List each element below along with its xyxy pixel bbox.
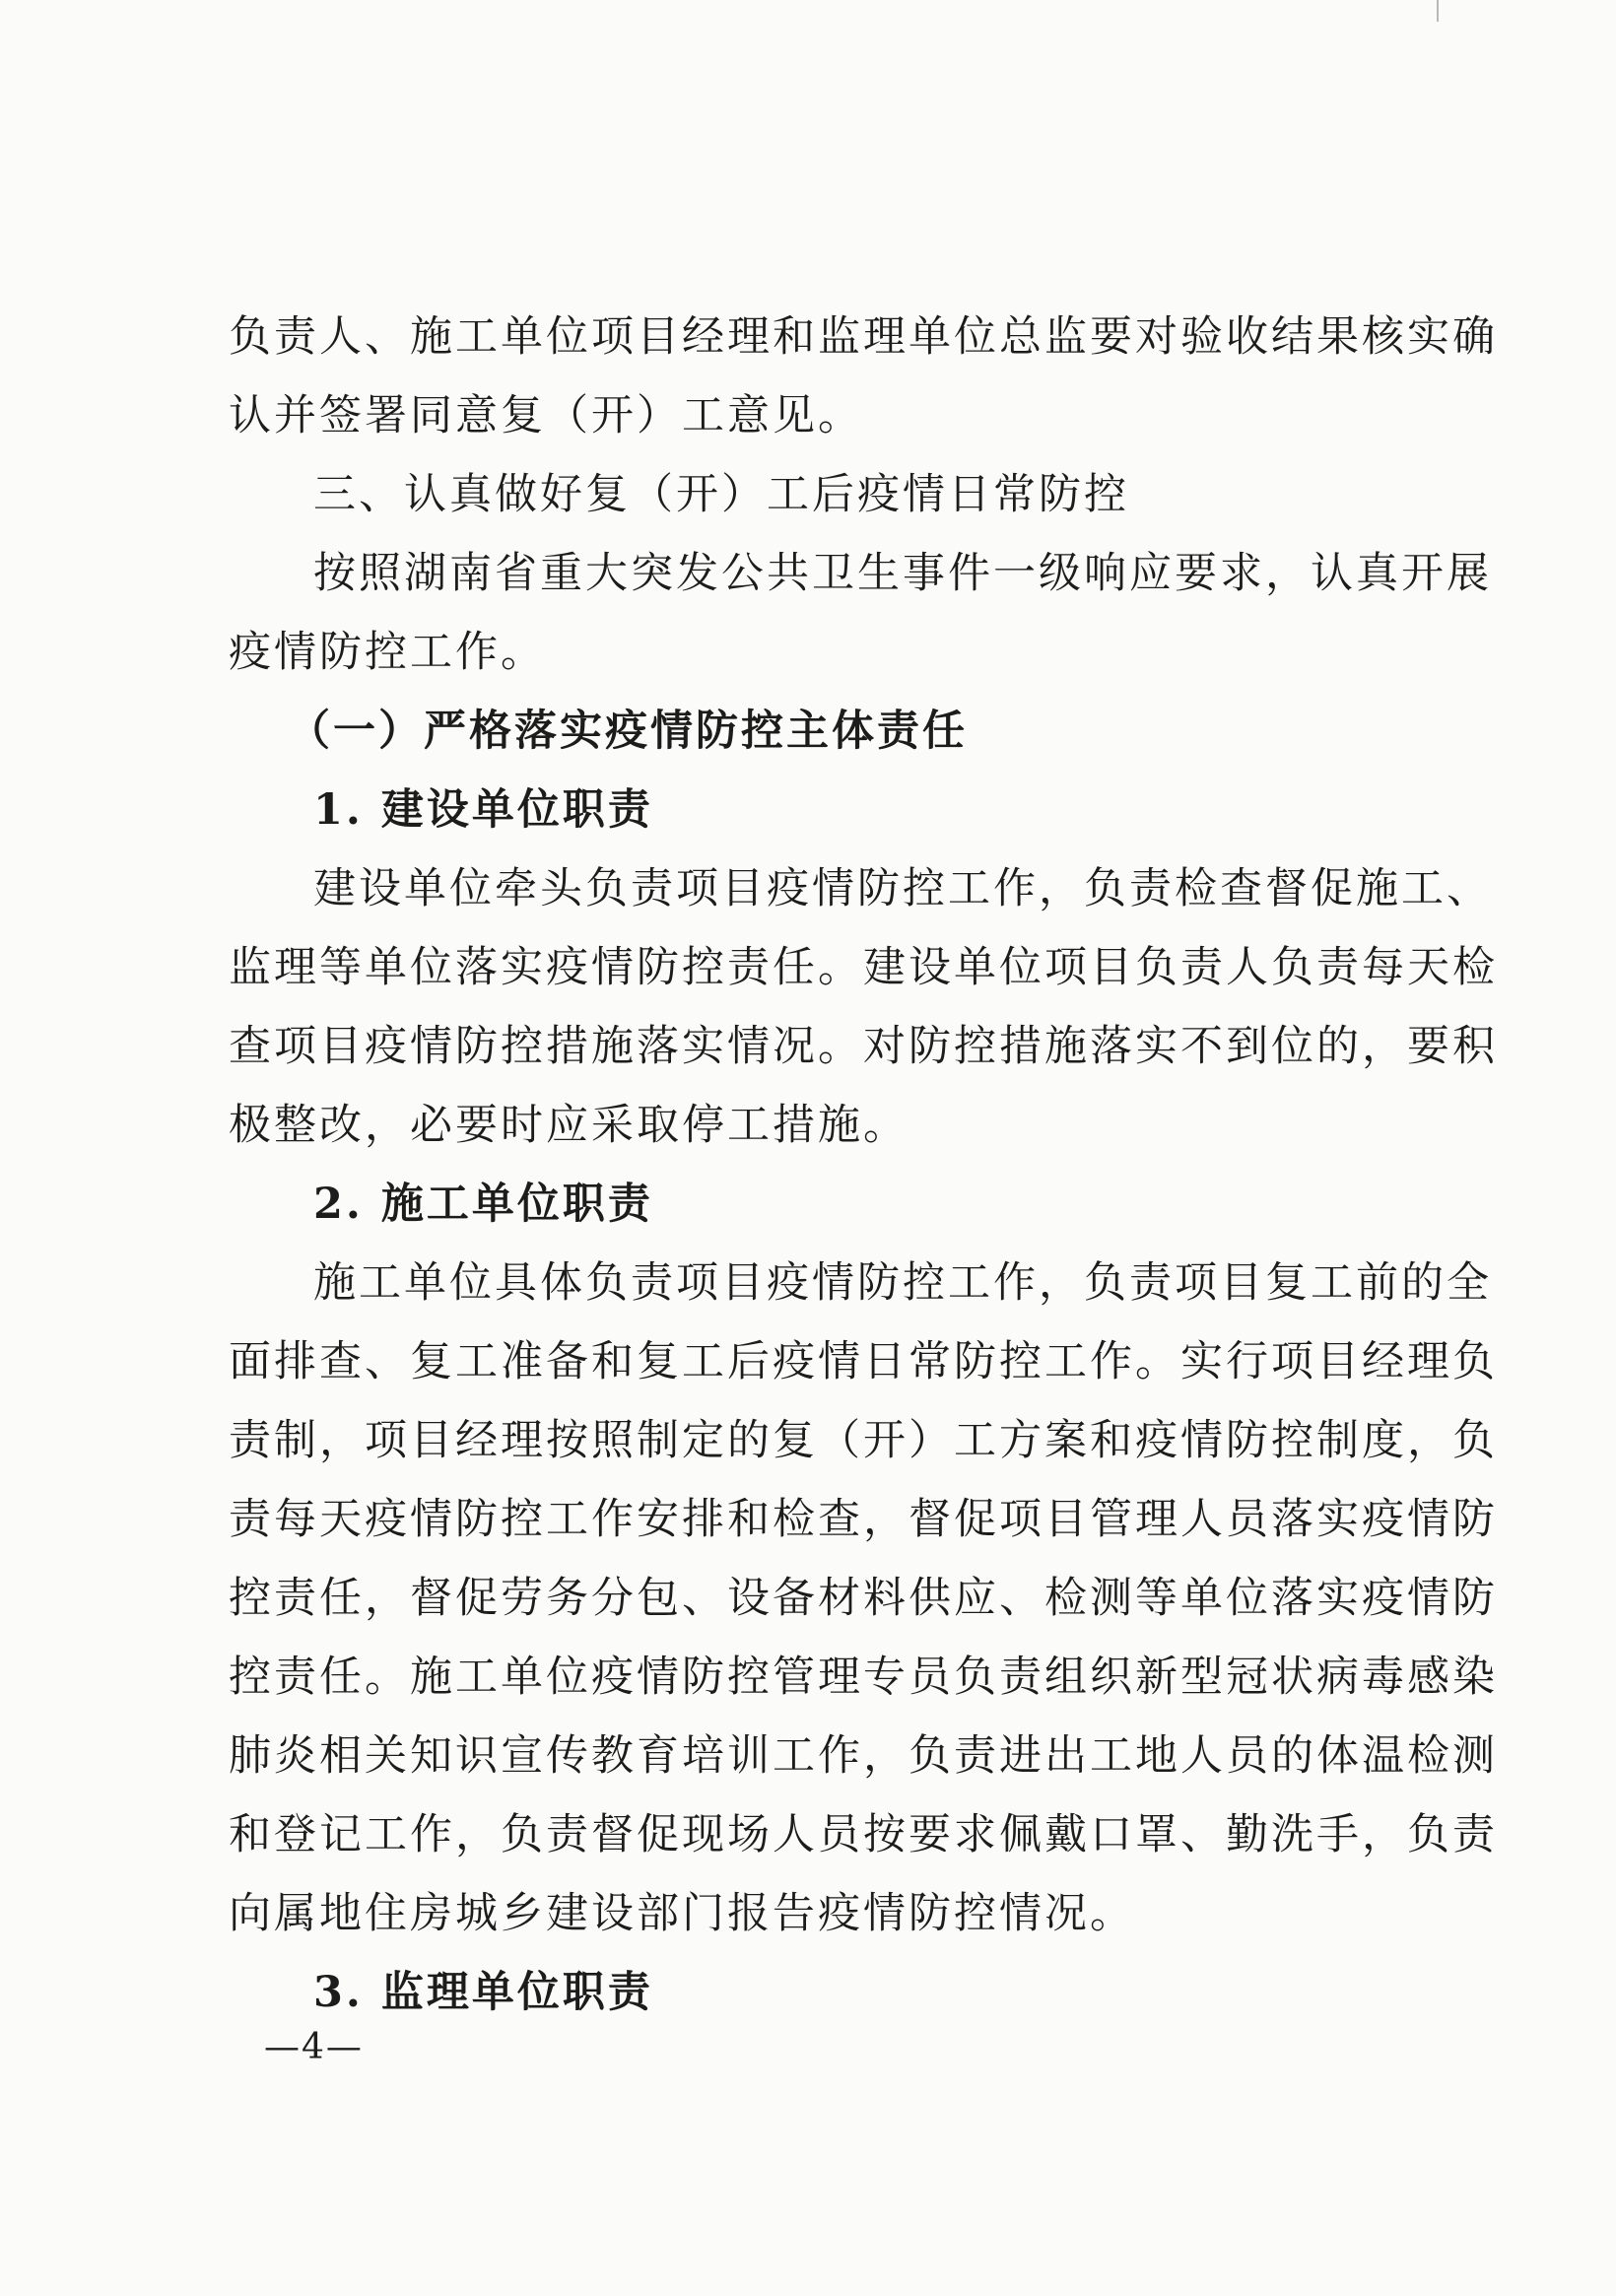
paragraph-line: 监理等单位落实疫情防控责任。建设单位项目负责人负责每天检 xyxy=(229,943,1498,992)
subsection-heading: （一）严格落实疫情防控主体责任 xyxy=(288,707,968,756)
paragraph-line: 认并签署同意复（开）工意见。 xyxy=(229,391,863,440)
scan-edge-mark xyxy=(1437,0,1439,22)
paragraph-line: 责每天疫情防控工作安排和检查，督促项目管理人员落实疫情防 xyxy=(229,1495,1498,1544)
document-body xyxy=(229,298,1498,2032)
page-number: —4— xyxy=(264,2027,364,2067)
item-heading-3: 3. 监理单位职责 xyxy=(313,1968,653,2017)
paragraph-line: 极整改，必要时应采取停工措施。 xyxy=(229,1101,909,1150)
section-heading: 三、认真做好复（开）工后疫情日常防控 xyxy=(313,470,1129,519)
paragraph-line: 责制，项目经理按照制定的复（开）工方案和疫情防控制度，负 xyxy=(229,1416,1498,1465)
paragraph-line: 和登记工作，负责督促现场人员按要求佩戴口罩、勤洗手，负责 xyxy=(229,1810,1498,1859)
item-heading-1: 1. 建设单位职责 xyxy=(313,785,653,835)
paragraph-line: 控责任，督促劳务分包、设备材料供应、检测等单位落实疫情防 xyxy=(229,1574,1498,1623)
paragraph-line: 建设单位牵头负责项目疫情防控工作，负责检查督促施工、 xyxy=(313,864,1492,913)
paragraph-line: 面排查、复工准备和复工后疫情日常防控工作。实行项目经理负 xyxy=(229,1337,1498,1386)
item-heading-2: 2. 施工单位职责 xyxy=(313,1180,653,1229)
paragraph-line: 查项目疫情防控措施落实情况。对防控措施落实不到位的，要积 xyxy=(229,1022,1498,1071)
paragraph-line: 施工单位具体负责项目疫情防控工作，负责项目复工前的全 xyxy=(313,1258,1492,1308)
paragraph-line: 疫情防控工作。 xyxy=(229,628,546,677)
paragraph-line: 肺炎相关知识宣传教育培训工作，负责进出工地人员的体温检测 xyxy=(229,1731,1498,1781)
paragraph-line: 控责任。施工单位疫情防控管理专员负责组织新型冠状病毒感染 xyxy=(229,1653,1498,1702)
paragraph-line: 按照湖南省重大突发公共卫生事件一级响应要求，认真开展 xyxy=(313,549,1492,598)
paragraph-line: 向属地住房城乡建设部门报告疫情防控情况。 xyxy=(229,1889,1135,1938)
paragraph-line: 负责人、施工单位项目经理和监理单位总监要对验收结果核实确 xyxy=(229,312,1498,362)
